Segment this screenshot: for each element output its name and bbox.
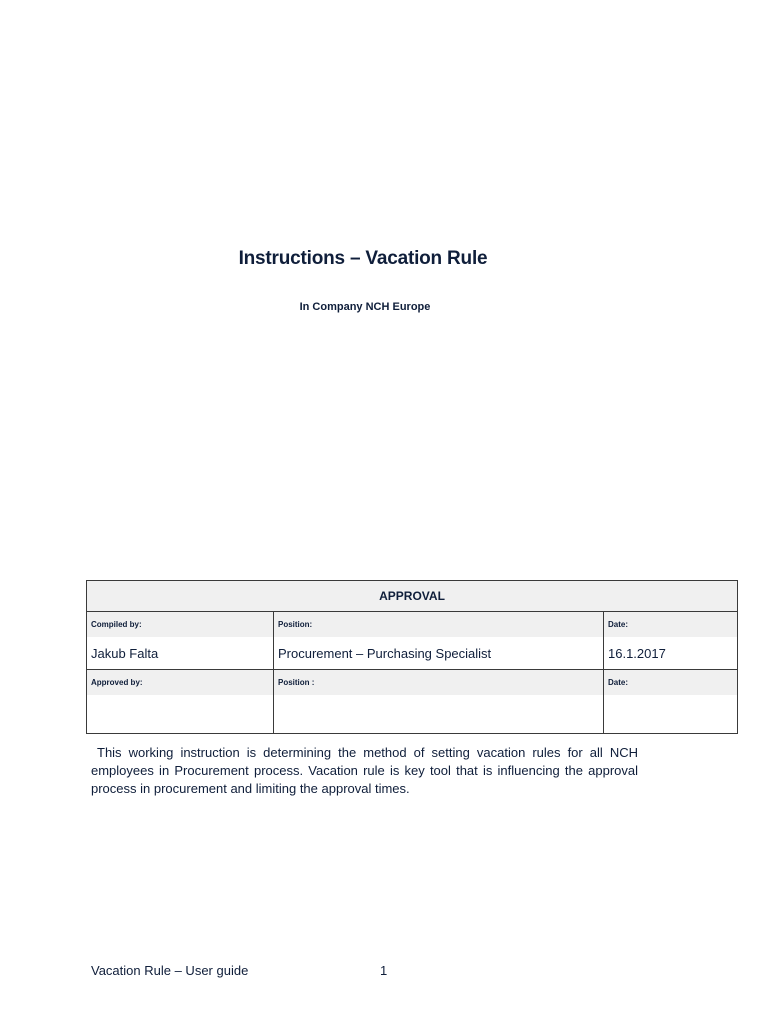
approved-value-row: [87, 695, 738, 734]
footer-title: Vacation Rule – User guide: [91, 963, 249, 978]
document-subtitle: In Company NCH Europe: [299, 301, 431, 313]
approval-table: [86, 580, 738, 734]
page-number: 1: [380, 963, 388, 978]
compiled-label-row: [87, 612, 738, 638]
compiled-date-label: Date:: [604, 612, 738, 638]
approved-label-row: [87, 670, 738, 696]
approved-position-value: [274, 695, 604, 734]
compiled-position-label: Position:: [274, 612, 604, 638]
intro-paragraph-text: This working instruction is determining the method of setting vacation rules for all NCH employees in Procurement process. Vacation rule is key tool that is influencing the approval process in procurement and limiting the approval times.: [91, 745, 638, 796]
approval-header-row: [87, 581, 738, 612]
approved-date-value: [604, 695, 738, 734]
approval-header: APPROVAL: [87, 581, 738, 612]
approved-by-value: [87, 695, 274, 734]
document-title: Instructions – Vacation Rule: [238, 248, 488, 269]
approved-date-label: Date:: [604, 670, 738, 696]
approved-position-label: Position :: [274, 670, 604, 696]
compiled-position-value: Procurement – Purchasing Specialist: [274, 637, 604, 670]
intro-paragraph: [91, 744, 638, 798]
page-footer: [91, 963, 411, 978]
compiled-value-row: [87, 637, 738, 670]
compiled-date-value: 16.1.2017: [604, 637, 738, 670]
compiled-by-value: Jakub Falta: [87, 637, 274, 670]
approved-by-label: Approved by:: [87, 670, 274, 696]
compiled-by-label: Compiled by:: [87, 612, 274, 638]
